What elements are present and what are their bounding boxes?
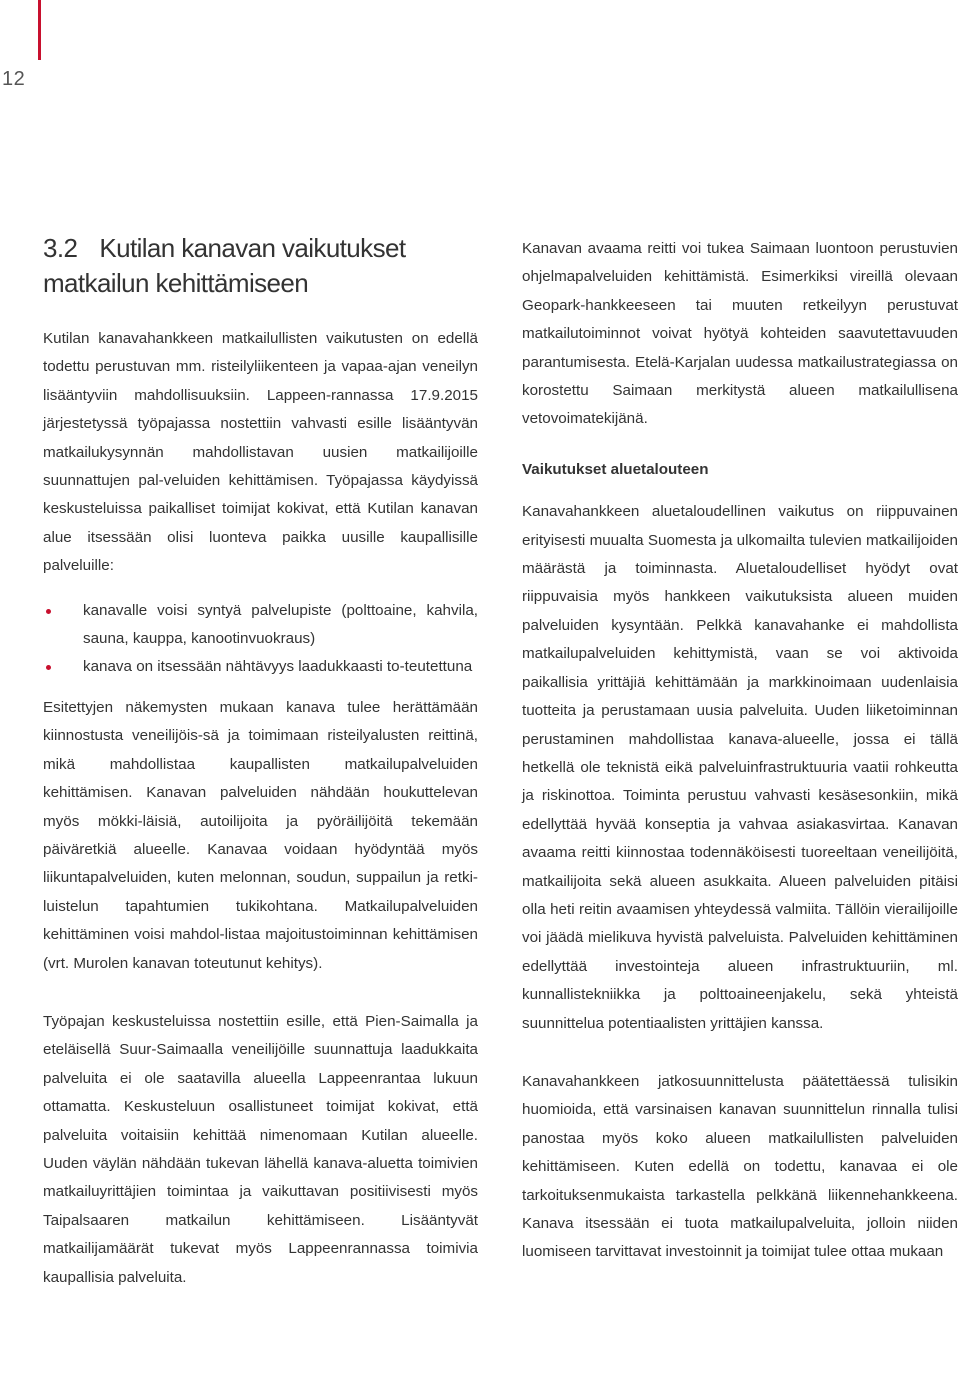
subheading: Vaikutukset aluetalouteen xyxy=(522,460,709,478)
list-item-text: kanava on itsessään nähtävyys laadukkaasti to-teutettuna xyxy=(83,658,473,676)
section-number: 3.2 xyxy=(43,233,78,263)
section-heading xyxy=(43,231,478,301)
right-paragraph-2: Kanavahankkeen aluetaloudellinen vaikutus on riippuvainen erityisesti muualta Suomesta ja ulkomailta tulevien matkailijoiden määrästä ja toiminnasta. Aluetaloudelliset hyödyt ovat riippuvaisia myös hankkeen vaikutuksista alueen muiden palveluiden kysyntään. Pelkkä kanavahanke ei mahdollista matkailupalveluiden kehittymistä, vaan se voi aktivoida paikallisia yrittäjiä kehittämään ja markkinoimaan uudenlaisia tuotteita ja perustamaan uusia palveluita. Uuden liiketoiminnan perustaminen mahdollistaa kanava-alueelle, jossa ei tällä hetkellä ole teknistä eikä palveluinfrastruktuuria vaatii rohkeutta ja riskinottoa. Toiminta perustuu vahvasti kesäsesonkiin, mikä edellyttää hyvää konseptia ja vahvaa asiakasvirtaa. Kanavan avaama reitti kiinnostaa todennäköisesti tuoreeltaan veneilijöitä, matkailijoita sekä alueen asukkaita. Alueen palveluiden pitäisi olla heti reitin avaamisen yhteydessä valmiita. Tällöin vierailijoille voi jäädä mielikuva hyvistä palveluista. Palveluiden kehittäminen edellyttää investointeja alueen infrastruktuuriin, ml. kunnallistekniikka ja polttoaineenjakelu, sekä yhteistä suunnittelua potentiaalisten yrittäjien kanssa. xyxy=(522,503,958,1032)
page-marker-line xyxy=(38,0,41,60)
bullet-icon xyxy=(46,609,51,614)
bullet-icon xyxy=(46,665,51,670)
left-paragraph-2: Esitettyjen näkemysten mukaan kanava tulee herättämään kiinnostusta veneilijöis-sä ja toimimaan risteilyalusten reittinä, mikä mahdollistaa kaupallisten matkailupalveluiden kehittämisen. Kanavan palveluiden nähdään houkuttelevan myös mökki-läisiä, autoilijoita ja pyöräilijöitä tekemään päiväretkiä alueelle. Kanavaa voidaan hyödyntää myös liikuntapalveluiden, kuten melonnan, soudun, suppailun ja retki-luistelun tapahtumien tukikohtana. Matkailupalveluiden kehittäminen voisi mahdol-listaa majoitustoiminnan kehittämisen (vrt. Murolen kanavan toteutunut kehitys). xyxy=(43,698,478,972)
list-item xyxy=(43,653,478,681)
page-number: 12 xyxy=(2,68,26,90)
right-paragraph-1: Kanavan avaama reitti voi tukea Saimaan luontoon perustuvien ohjelmapalveluiden kehittämistä. Esimerkiksi vireillä olevaan Geopark-hankkeeseen tai muuten retkeilyyn perustuvat matkailutoiminnot voivat hyötyä kohteiden saavutettavuuden parantumisesta. Etelä-Karjalan uudessa matkailustrategiassa on korostettu Saimaan merkitystä alueen matkailullisena vetovoimatekijänä. xyxy=(522,240,958,428)
left-paragraph-1: Kutilan kanavahankkeen matkailullisten vaikutusten on edellä todettu perustuvan mm. risteilyliikenteen ja vapaa-ajan veneilyn lisääntyviin mahdollisuuksiin. Lappeen-rannassa 17.9.2015 järjestetyssä työpajassa nostettiin vahvasti esille lisääntyvän matkailukysynnän mahdollistavan uusien matkailijoille suunnattujen pal-veluiden kehittämisen. Työpajassa käydyissä keskusteluissa paikalliset toimijat kokivat, että Kutilan kanavan alue itsessään olisi luonteva paikka uusille kaupallisille palveluille: xyxy=(43,330,478,575)
section-title-line1: Kutilan kanavan vaikutukset xyxy=(99,233,406,263)
bullet-list xyxy=(43,597,478,682)
list-item xyxy=(43,597,478,654)
right-paragraph-3: Kanavahankkeen jatkosuunnittelusta päätettäessä tulisikin huomioida, että varsinaisen kanavan suunnittelun rinnalla tulisi panostaa myös koko alueen matkailullisten palveluiden kehittämiseen. Kuten edellä on todettu, kanavaa ei ole tarkoituksenmukaista tarkastella pelkkänä liikennehankkeena. Kanava itsessään ei tuota matkailupalveluita, jolloin niiden luomiseen tarvittavat investoinnit ja toimijat tulee ottaa mukaan xyxy=(522,1072,958,1261)
section-title-line2: matkailun kehittämiseen xyxy=(43,268,309,298)
right-column xyxy=(522,235,958,1267)
left-paragraph-3: Työpajan keskusteluissa nostettiin esille, että Pien-Saimalla ja eteläisellä Suur-Saimaalla veneilijöille suunnattuja laadukkaita palveluita ei ole saatavilla alueella Lappeenrantaa lukuun ottamatta. Keskusteluun osallistuneet toimijat kokivat, että palveluita voitaisiin kehittää nimenomaan Kutilan alueelle. Uuden väylän nähdään tukevan lähellä kanava-aluetta toimivien matkailuyrittäjien toimintaa ja vaikuttavan positiivisesti myös Taipalsaaren matkailun kehittämiseen. Lisääntyvät matkailijamäärät tukevat myös Lappeenrannassa toimivia kaupallisia palveluita. xyxy=(43,1012,478,1286)
list-item-text: kanavalle voisi syntyä palvelupiste (polttoaine, kahvila, sauna, kauppa, kanootinvuokraus) xyxy=(83,601,478,648)
left-column xyxy=(43,231,478,1292)
